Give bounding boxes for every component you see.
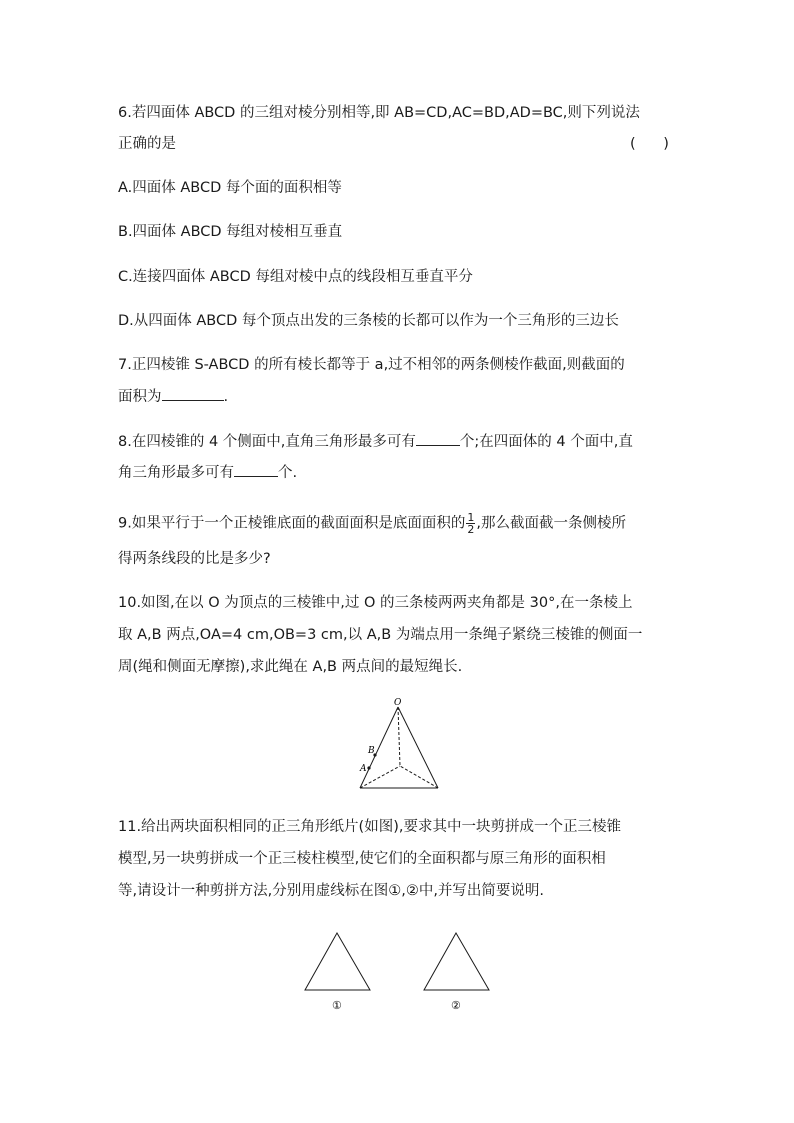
triangle-2 (424, 933, 489, 990)
q8-line2-pre: 角三角形最多可有 (118, 465, 234, 481)
q8-answer-blank-1 (416, 431, 460, 446)
q6-option-b: B.四面体 ABCD 每组对棱相互垂直 (118, 224, 343, 240)
q9-fraction-denominator: 2 (467, 523, 475, 536)
triangle-1 (305, 933, 370, 990)
q11-line3: 等,请设计一种剪拼方法,分别用虚线标在图①,②中,并写出简要说明. (118, 883, 545, 899)
q6-line1: 6.若四面体 ABCD 的三组对棱分别相等,即 AB=CD,AC=BD,AD=BC,则下列说法 (118, 105, 640, 121)
q8-answer-blank-2 (234, 462, 278, 477)
q9-line1-post: ,那么截面截一条侧棱所 (476, 515, 626, 532)
edge-o-right (398, 707, 438, 788)
q8-line2 (118, 462, 297, 483)
q8-line1 (118, 431, 633, 452)
triangle-1-label: ① (332, 999, 342, 1012)
q11-line1: 11.给出两块面积相同的正三角形纸片(如图),要求其中一块剪拼成一个正三棱锥 (118, 819, 621, 835)
q9-fraction (466, 512, 475, 535)
q9-line1 (118, 512, 626, 535)
label-b: B (368, 746, 375, 756)
q6-line2: 正确的是 (118, 136, 176, 152)
q6-option-d: D.从四面体 ABCD 每个顶点出发的三条棱的长都可以作为一个三角形的三边长 (118, 313, 619, 329)
q8-line1-pre: 8.在四棱锥的 4 个侧面中,直角三角形最多可有 (118, 434, 416, 450)
q7-line2-post: . (223, 389, 229, 405)
q10-line1: 10.如图,在以 O 为顶点的三棱锥中,过 O 的三条棱两两夹角都是 30°,在一条棱上 (118, 595, 633, 611)
q10-pyramid-figure (350, 696, 450, 794)
q7-line1: 7.正四棱锥 S-ABCD 的所有棱长都等于 a,过不相邻的两条侧棱作截面,则截面的 (118, 357, 625, 373)
q11-line2: 模型,另一块剪拼成一个正三棱柱模型,使它们的全面积都与原三角形的面积相 (118, 851, 606, 867)
q6-option-c: C.连接四面体 ABCD 每组对棱中点的线段相互垂直平分 (118, 269, 473, 285)
label-a: A (360, 764, 367, 774)
q9-fraction-numerator: 1 (467, 511, 475, 524)
q10-line3: 周(绳和侧面无摩擦),求此绳在 A,B 两点间的最短绳长. (118, 659, 463, 675)
q8-line2-post: 个. (278, 465, 298, 481)
q7-line2 (118, 386, 228, 407)
q7-line2-pre: 面积为 (118, 389, 162, 405)
q11-triangle-figure-1 (302, 928, 374, 1018)
q8-line1-mid: 个;在四面体的 4 个面中,直 (459, 434, 633, 450)
q10-line2: 取 A,B 两点,OA=4 cm,OB=3 cm,以 A,B 为端点用一条绳子紧绕三棱锥的侧面一 (118, 627, 643, 643)
q7-answer-blank (162, 386, 224, 401)
triangle-2-label: ② (451, 999, 461, 1012)
q11-triangle-figure-2 (421, 928, 493, 1018)
point-a-dot (367, 766, 370, 769)
q9-line1-pre: 9.如果平行于一个正棱锥底面的截面面积是底面面积的 (118, 515, 466, 532)
label-o: O (394, 698, 402, 708)
edge-o-back-hidden (398, 707, 400, 766)
edge-o-left (360, 707, 398, 788)
q6-answer-paren: ( ) (630, 136, 669, 152)
q9-line2: 得两条线段的比是多少? (118, 551, 271, 567)
q6-option-a: A.四面体 ABCD 每个面的面积相等 (118, 180, 342, 196)
